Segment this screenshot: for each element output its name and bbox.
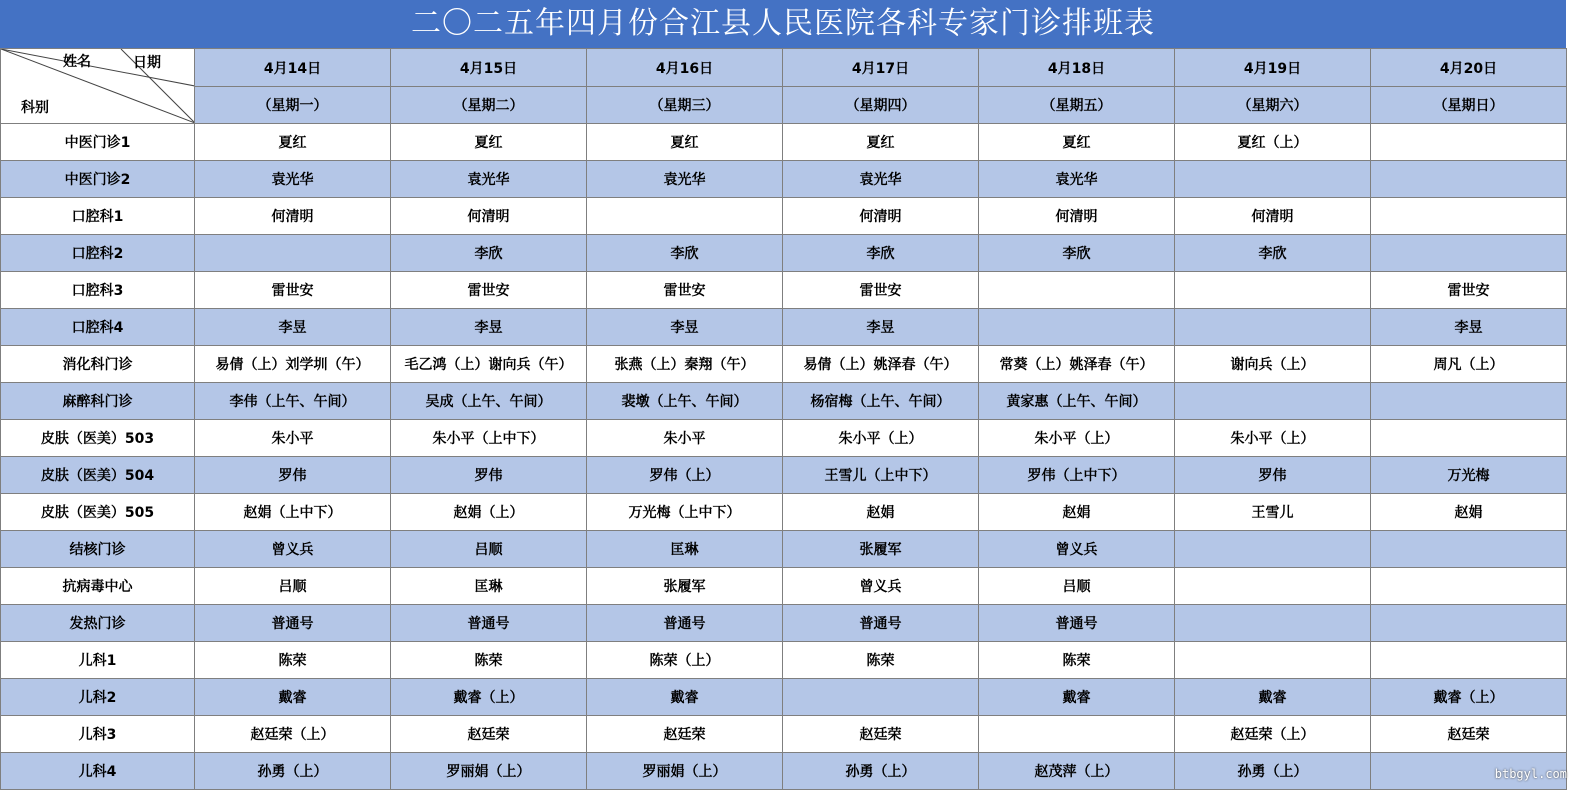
table-row [1, 753, 1567, 790]
schedule-cell: 赵娟（上中下） [195, 494, 391, 531]
schedule-cell: 孙勇（上） [195, 753, 391, 790]
table-row [1, 198, 1567, 235]
weekday-cell: （星期六） [1175, 87, 1371, 124]
dept-cell: 中医门诊1 [1, 124, 195, 161]
schedule-cell: 王雪儿（上中下） [783, 457, 979, 494]
schedule-cell [1371, 383, 1567, 420]
corner-date-label: 日期 [133, 55, 161, 71]
schedule-cell: 陈荣 [391, 642, 587, 679]
schedule-cell: 何清明 [391, 198, 587, 235]
schedule-cell: 普通号 [587, 605, 783, 642]
table-row [1, 309, 1567, 346]
table-row [1, 383, 1567, 420]
schedule-cell: 周凡（上） [1371, 346, 1567, 383]
date-cell: 4月14日 [195, 49, 391, 87]
dept-cell: 中医门诊2 [1, 161, 195, 198]
schedule-cell: 李昱 [783, 309, 979, 346]
table-row [1, 272, 1567, 309]
schedule-cell: 李欣 [1175, 235, 1371, 272]
schedule-cell: 戴睿 [587, 679, 783, 716]
schedule-cell [1371, 568, 1567, 605]
schedule-cell [587, 198, 783, 235]
schedule-cell: 雷世安 [391, 272, 587, 309]
weekday-cell: （星期日） [1371, 87, 1567, 124]
schedule-cell: 何清明 [195, 198, 391, 235]
schedule-cell: 夏红 [195, 124, 391, 161]
date-cell: 4月20日 [1371, 49, 1567, 87]
dept-cell: 麻醉科门诊 [1, 383, 195, 420]
schedule-cell: 李昱 [1371, 309, 1567, 346]
table-row [1, 457, 1567, 494]
schedule-cell: 张燕（上）秦翔（午） [587, 346, 783, 383]
schedule-cell: 雷世安 [195, 272, 391, 309]
schedule-cell: 赵茂萍（上） [979, 753, 1175, 790]
schedule-cell [1175, 605, 1371, 642]
schedule-cell [1371, 235, 1567, 272]
corner-dept-label: 科别 [21, 100, 49, 116]
schedule-cell [1175, 568, 1371, 605]
schedule-cell: 戴睿 [195, 679, 391, 716]
schedule-cell: 何清明 [979, 198, 1175, 235]
schedule-cell: 赵廷荣 [391, 716, 587, 753]
schedule-cell [979, 716, 1175, 753]
dept-cell: 结核门诊 [1, 531, 195, 568]
schedule-cell: 袁光华 [783, 161, 979, 198]
schedule-cell [1175, 272, 1371, 309]
corner-name-label: 姓名 [63, 54, 91, 70]
schedule-cell: 赵廷荣（上） [195, 716, 391, 753]
schedule-cell [1175, 383, 1371, 420]
schedule-cell: 袁光华 [391, 161, 587, 198]
schedule-cell: 李欣 [783, 235, 979, 272]
schedule-cell: 李欣 [979, 235, 1175, 272]
table-row [1, 716, 1567, 753]
table-row [1, 568, 1567, 605]
dept-cell: 儿科1 [1, 642, 195, 679]
schedule-cell: 裴墩（上午、午间） [587, 383, 783, 420]
schedule-cell: 黄家惠（上午、午间） [979, 383, 1175, 420]
schedule-cell: 李昱 [587, 309, 783, 346]
schedule-cell [783, 679, 979, 716]
schedule-cell: 赵娟 [979, 494, 1175, 531]
schedule-cell: 戴睿 [1175, 679, 1371, 716]
schedule-cell: 朱小平 [587, 420, 783, 457]
schedule-cell: 李欣 [587, 235, 783, 272]
schedule-cell: 李欣 [391, 235, 587, 272]
schedule-cell: 朱小平（上） [1175, 420, 1371, 457]
schedule-cell [1175, 161, 1371, 198]
schedule-cell: 张履军 [783, 531, 979, 568]
schedule-cell: 陈荣 [783, 642, 979, 679]
table-row [1, 161, 1567, 198]
schedule-cell: 罗丽娟（上） [391, 753, 587, 790]
schedule-cell [1175, 531, 1371, 568]
schedule-cell [1175, 309, 1371, 346]
schedule-cell: 袁光华 [587, 161, 783, 198]
schedule-cell [979, 272, 1175, 309]
schedule-cell [1371, 420, 1567, 457]
schedule-cell: 吕顺 [195, 568, 391, 605]
schedule-cell: 夏红 [979, 124, 1175, 161]
schedule-cell: 赵娟 [1371, 494, 1567, 531]
table-row [1, 124, 1567, 161]
schedule-cell: 赵娟 [783, 494, 979, 531]
schedule-cell: 孙勇（上） [783, 753, 979, 790]
schedule-cell: 普通号 [979, 605, 1175, 642]
schedule-cell: 常葵（上）姚泽春（午） [979, 346, 1175, 383]
dept-cell: 口腔科3 [1, 272, 195, 309]
schedule-cell: 戴睿（上） [1371, 679, 1567, 716]
schedule-cell: 曾义兵 [979, 531, 1175, 568]
dept-cell: 消化科门诊 [1, 346, 195, 383]
schedule-cell [1371, 531, 1567, 568]
table-row [1, 679, 1567, 716]
schedule-cell: 曾义兵 [195, 531, 391, 568]
schedule-cell [1371, 605, 1567, 642]
date-cell: 4月18日 [979, 49, 1175, 87]
schedule-cell: 普通号 [783, 605, 979, 642]
schedule-cell [1371, 198, 1567, 235]
dept-cell: 儿科4 [1, 753, 195, 790]
table-row [1, 531, 1567, 568]
date-header-row [1, 49, 1567, 87]
schedule-cell: 易倩（上）刘学圳（午） [195, 346, 391, 383]
dept-cell: 口腔科1 [1, 198, 195, 235]
watermark: btbgyl.com [1494, 767, 1567, 781]
schedule-cell: 赵廷荣 [783, 716, 979, 753]
date-cell: 4月17日 [783, 49, 979, 87]
schedule-cell [1371, 124, 1567, 161]
schedule-cell: 李伟（上午、午间） [195, 383, 391, 420]
weekday-header-row [1, 87, 1567, 124]
page-title: 二〇二五年四月份合江县人民医院各科专家门诊排班表 [0, 0, 1566, 48]
schedule-cell: 吴成（上午、午间） [391, 383, 587, 420]
schedule-cell: 曾义兵 [783, 568, 979, 605]
schedule-cell: 夏红 [783, 124, 979, 161]
schedule-cell: 吕顺 [979, 568, 1175, 605]
schedule-cell: 普通号 [195, 605, 391, 642]
schedule-cell [979, 309, 1175, 346]
schedule-cell: 袁光华 [979, 161, 1175, 198]
schedule-cell [1371, 161, 1567, 198]
schedule-cell: 戴睿 [979, 679, 1175, 716]
schedule-cell: 孙勇（上） [1175, 753, 1371, 790]
schedule-cell: 雷世安 [587, 272, 783, 309]
date-cell: 4月19日 [1175, 49, 1371, 87]
schedule-cell: 罗伟（上） [587, 457, 783, 494]
date-cell: 4月16日 [587, 49, 783, 87]
schedule-cell: 罗伟（上中下） [979, 457, 1175, 494]
dept-cell: 口腔科2 [1, 235, 195, 272]
weekday-cell: （星期二） [391, 87, 587, 124]
dept-cell: 皮肤（医美）504 [1, 457, 195, 494]
schedule-cell: 普通号 [391, 605, 587, 642]
schedule-cell [195, 235, 391, 272]
table-row [1, 642, 1567, 679]
schedule-table [0, 48, 1567, 790]
date-cell: 4月15日 [391, 49, 587, 87]
weekday-cell: （星期三） [587, 87, 783, 124]
schedule-cell: 易倩（上）姚泽春（午） [783, 346, 979, 383]
schedule-cell: 杨宿梅（上午、午间） [783, 383, 979, 420]
schedule-cell: 夏红（上） [1175, 124, 1371, 161]
table-row [1, 235, 1567, 272]
schedule-cell: 罗伟 [391, 457, 587, 494]
schedule-cell: 朱小平（上） [783, 420, 979, 457]
schedule-cell: 陈荣（上） [587, 642, 783, 679]
schedule-cell: 王雪儿 [1175, 494, 1371, 531]
schedule-cell: 陈荣 [195, 642, 391, 679]
schedule-cell: 朱小平（上中下） [391, 420, 587, 457]
dept-cell: 皮肤（医美）503 [1, 420, 195, 457]
schedule-cell: 罗伟 [195, 457, 391, 494]
dept-cell: 抗病毒中心 [1, 568, 195, 605]
table-row [1, 420, 1567, 457]
table-row [1, 605, 1567, 642]
schedule-cell: 万光梅（上中下） [587, 494, 783, 531]
weekday-cell: （星期一） [195, 87, 391, 124]
dept-cell: 儿科3 [1, 716, 195, 753]
schedule-cell: 夏红 [391, 124, 587, 161]
schedule-cell: 罗丽娟（上） [587, 753, 783, 790]
schedule-cell: 朱小平 [195, 420, 391, 457]
dept-cell: 儿科2 [1, 679, 195, 716]
schedule-cell: 雷世安 [1371, 272, 1567, 309]
schedule-cell [1371, 642, 1567, 679]
corner-header-cell [1, 49, 195, 124]
schedule-cell: 李昱 [391, 309, 587, 346]
schedule-cell: 匡琳 [587, 531, 783, 568]
schedule-cell: 赵娟（上） [391, 494, 587, 531]
schedule-cell: 何清明 [1175, 198, 1371, 235]
schedule-cell: 赵廷荣（上） [1175, 716, 1371, 753]
schedule-cell: 李昱 [195, 309, 391, 346]
schedule-cell: 罗伟 [1175, 457, 1371, 494]
schedule-cell [1175, 642, 1371, 679]
schedule-cell: 戴睿（上） [391, 679, 587, 716]
schedule-cell: 万光梅 [1371, 457, 1567, 494]
table-row [1, 494, 1567, 531]
schedule-cell: 匡琳 [391, 568, 587, 605]
schedule-cell: 毛乙鸿（上）谢向兵（午） [391, 346, 587, 383]
schedule-cell: 何清明 [783, 198, 979, 235]
table-row [1, 346, 1567, 383]
schedule-cell: 赵廷荣 [1371, 716, 1567, 753]
schedule-cell: 陈荣 [979, 642, 1175, 679]
dept-cell: 发热门诊 [1, 605, 195, 642]
schedule-cell: 吕顺 [391, 531, 587, 568]
schedule-cell: 赵廷荣 [587, 716, 783, 753]
schedule-cell: 张履军 [587, 568, 783, 605]
schedule-cell: 袁光华 [195, 161, 391, 198]
dept-cell: 口腔科4 [1, 309, 195, 346]
schedule-cell: 雷世安 [783, 272, 979, 309]
weekday-cell: （星期四） [783, 87, 979, 124]
schedule-cell: 谢向兵（上） [1175, 346, 1371, 383]
weekday-cell: （星期五） [979, 87, 1175, 124]
schedule-cell: 朱小平（上） [979, 420, 1175, 457]
schedule-cell: 夏红 [587, 124, 783, 161]
dept-cell: 皮肤（医美）505 [1, 494, 195, 531]
